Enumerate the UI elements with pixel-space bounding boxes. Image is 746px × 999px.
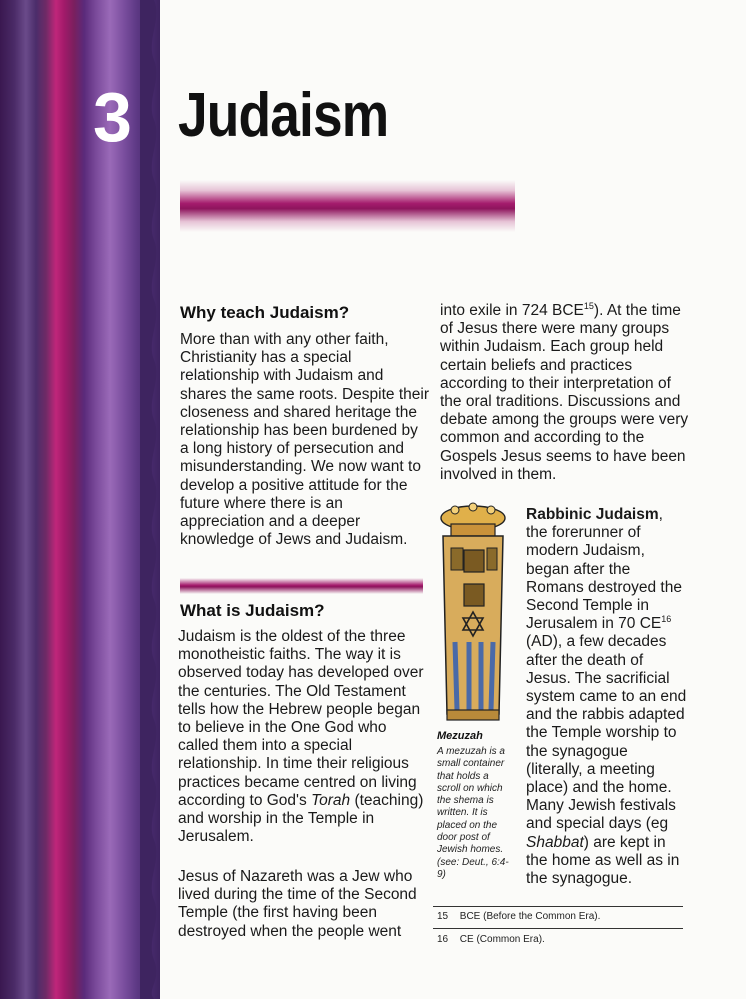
title-underline-bar bbox=[180, 180, 515, 232]
text-line: modern Judaism, bbox=[526, 542, 645, 560]
chapter-number: 3 bbox=[93, 78, 132, 156]
text-line: involved in them. bbox=[440, 465, 557, 483]
footnote-rule bbox=[433, 928, 683, 929]
text-line: debate among the groups were very bbox=[440, 411, 689, 429]
text-line: Jesus. The sacrificial bbox=[526, 669, 670, 687]
text-line: destroyed when the people went bbox=[178, 922, 402, 940]
text-line: closeness and shared heritage the bbox=[180, 403, 417, 421]
text-line: lived during the time of the Second bbox=[178, 886, 417, 904]
text-line: A mezuzah is a bbox=[437, 746, 505, 757]
text-line: and special days (eg bbox=[526, 815, 669, 833]
figure-title: Mezuzah bbox=[437, 730, 483, 742]
text-line: written. It is bbox=[437, 807, 488, 819]
text-line: small container bbox=[437, 758, 505, 770]
text-line: certain beliefs and practices bbox=[440, 356, 633, 374]
text-line: the shema is bbox=[437, 795, 494, 807]
text-line: Romans destroyed the bbox=[526, 578, 682, 596]
text-line: relationship. In time their religious bbox=[178, 755, 409, 773]
right-column-paragraph bbox=[440, 302, 690, 484]
text-line: common and according to the bbox=[440, 429, 645, 447]
text-line: and the rabbis adapted bbox=[526, 706, 685, 724]
text-line: relationship with Judaism and bbox=[180, 367, 384, 385]
text-line: practices became centred on living bbox=[178, 773, 417, 791]
text-line: the home as well as in bbox=[526, 851, 680, 869]
heading-why-teach: Why teach Judaism? bbox=[180, 303, 350, 322]
text-line: the forerunner of bbox=[526, 524, 641, 542]
text-line: Jesus of Nazareth was a Jew who bbox=[178, 868, 413, 885]
text-line: monotheistic faiths. The way it is bbox=[178, 646, 401, 664]
text-line: Christianity has a special bbox=[180, 349, 352, 367]
why-teach-paragraph bbox=[180, 331, 430, 549]
what-is-paragraph bbox=[178, 628, 433, 846]
text-line: a long history of persecution and bbox=[180, 440, 405, 458]
footnote-rule bbox=[433, 906, 683, 907]
heading-what-is: What is Judaism? bbox=[180, 601, 325, 620]
text-line: More than with any other faith, bbox=[180, 331, 389, 348]
text-line: relationship has been burdened by bbox=[180, 422, 418, 440]
text-line: observed today has developed over bbox=[178, 664, 424, 682]
text-line: the centuries. The Old Testament bbox=[178, 682, 406, 700]
text-line: according to their interpretation of bbox=[440, 374, 671, 392]
text-line: placed on the bbox=[437, 819, 498, 831]
text-line: the Temple worship to bbox=[526, 724, 677, 742]
text-line: (AD), a few decades bbox=[526, 633, 667, 651]
text-line: the synagogue bbox=[526, 742, 628, 760]
text-line: appreciation and a deeper bbox=[180, 513, 361, 531]
text-line: called them into a special bbox=[178, 737, 353, 755]
text-line: that holds a bbox=[437, 770, 489, 782]
text-line: door post of bbox=[437, 832, 490, 844]
text-line: misunderstanding. We now want to bbox=[180, 458, 421, 476]
text-line: future where there is an bbox=[180, 494, 343, 512]
text-line: into exile in 724 BCE$^{15}$). At the time bbox=[440, 300, 681, 319]
text-line: began after the bbox=[526, 560, 631, 578]
text-line: to believe in the One God who bbox=[178, 719, 387, 737]
text-line: knowledge of Jews and Judaism. bbox=[180, 531, 408, 549]
text-line: according to God's Torah (teaching) bbox=[178, 791, 424, 809]
text-line: Temple (the first having been bbox=[178, 904, 378, 922]
text-line: shares the same roots. Despite their bbox=[180, 385, 429, 403]
text-line: develop a positive attitude for the bbox=[180, 476, 408, 494]
mezuzah-illustration bbox=[425, 502, 520, 730]
text-line: Gospels Jesus seems to have been bbox=[440, 447, 686, 465]
text-line: after the death of bbox=[526, 651, 644, 669]
text-line: Shabbat) are kept in bbox=[526, 833, 666, 851]
text-line: Jerusalem. bbox=[178, 828, 254, 846]
text-line: Rabbinic Judaism, bbox=[526, 506, 663, 523]
text-line: Second Temple in bbox=[526, 597, 649, 615]
text-line: Jewish homes. bbox=[437, 844, 504, 856]
text-line: tells how the Hebrew people began bbox=[178, 700, 421, 718]
text-line: the synagogue. bbox=[526, 870, 633, 888]
text-line: Judaism is the oldest of the three bbox=[178, 628, 406, 645]
text-line: within Judaism. Each group held bbox=[440, 338, 664, 356]
text-line: and worship in the Temple in bbox=[178, 810, 375, 828]
text-line: (see: Deut., 6:4-9) bbox=[437, 856, 509, 880]
text-line: place) and the home. bbox=[526, 779, 672, 797]
page-title: Judaism bbox=[178, 81, 389, 150]
footnote-16: 16 CE (Common Era). bbox=[437, 934, 545, 945]
section-divider-bar bbox=[180, 578, 423, 594]
text-line: Many Jewish festivals bbox=[526, 797, 676, 815]
text-line: system came to an end bbox=[526, 688, 687, 706]
jesus-paragraph bbox=[178, 868, 433, 941]
text-line: of Jesus there were many groups bbox=[440, 320, 670, 338]
text-line: scroll on which bbox=[437, 782, 503, 794]
rabbinic-judaism-paragraph bbox=[526, 506, 716, 888]
wavy-band-edge bbox=[140, 0, 168, 999]
text-line: Jerusalem in 70 CE$^{16}$ bbox=[526, 614, 672, 633]
text-line: (literally, a meeting bbox=[526, 760, 655, 778]
footnote-15: 15 BCE (Before the Common Era). bbox=[437, 911, 601, 922]
figure-caption bbox=[437, 746, 517, 881]
text-line: the oral traditions. Discussions and bbox=[440, 393, 681, 411]
